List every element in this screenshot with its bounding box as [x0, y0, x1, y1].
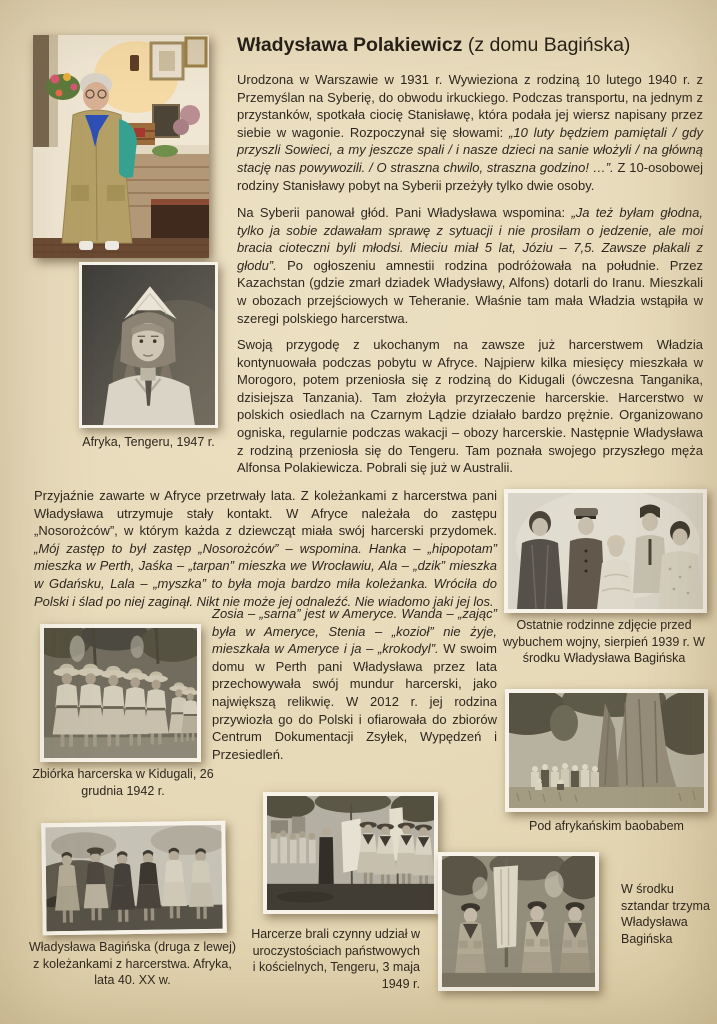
paragraph-friendships-continued [212, 605, 497, 763]
caption-kidugali-muster: Zbiórka harcerska w Kidugali, 26 grudnia 1942 r. [32, 767, 214, 798]
text-run: Swoją przygodę z ukochanym na zawsze już harcerstwem Władzia kontynuowała podczas pobytu w Afryce. Najpierw kilka miesięcy mieszkała w Morogoro, potem przeniosła się z rodziną do Kidugali (ówczesna Tanganika, dzisiejsza Tanzania). Tam złożyła przyrzeczenie harcerskie. Harcerstwo w polskich osiedlach na Czarnym Lądzie działało bardzo prężnie. Organizowano ogniska, regularnie podczas wakacji – obozy harcerskie. Następnie Władysława z rodziną przeniosła się do Tengeru. Tam poznała swojego przyszłego męża Alfonsa Polakiewicza. Pobrali się już w Australii. [237, 337, 703, 476]
caption-baobab: Pod afrykańskim baobabem [529, 819, 684, 833]
text-run: Przyjaźnie zawarte w Afryce przetrwały lata. Z koleżankami z harcerstwa pani Władysława utrzymuje stały kontakt. W Afryce należała do zastępu „Nosorożców”, w którym każda z dziewcząt miała swój harcerski przydomek. [34, 488, 497, 539]
patrol-quote-continued: Zosia – „sarna” jest w Ameryce. Wanda – „zając” była w Ameryce, Stenia – „kozioł” nie żyje, mieszkała w Ameryce i ja – „krokodyl”. [212, 606, 497, 657]
kidugali-muster-illustration [44, 628, 197, 758]
text-run: Po ogłoszeniu amnestii rodzina podróżowała na południe. Przez Kazachstan (gdzie zmarł dziadek Władysławy, Alfons) dotarli do Iranu. Mieszkali w obozach przejściowych w Teheranie. Właśnie tam mała Władzia wstąpiła w szeregi polskiego harcerstwa. [237, 257, 703, 326]
page-title [237, 33, 707, 57]
caption-family-1939: Ostatnie rodzinne zdjęcie przed wybuchem wojny, sierpień 1939 r. W środku Władysława Bagińska [503, 618, 705, 665]
maiden-name: (z domu Bagińska) [462, 34, 631, 56]
scout-uniform-photo-illustration [33, 35, 209, 258]
caption-ceremony: Harcerze brali czynny udział w uroczystościach państwowych i kościelnych, Tengeru, 3 maja 1949 r. [251, 927, 420, 991]
paragraph-africa-scouting [237, 336, 703, 477]
family-photo-illustration [508, 493, 703, 609]
photo-scouts-with-banner [438, 852, 599, 991]
photo-wladyslawa-in-scout-uniform [33, 35, 209, 258]
photo-girl-portrait-tengeru [79, 262, 218, 428]
person-name: Władysława Polakiewicz [237, 34, 463, 56]
text-run: W swoim domu w Perth pani Władysława przez lata przechowywała swój mundur harcerski, jako największą relikwię. W 2012 r. jej rodzina przywiozła go do Polski i ofiarowała do zbiorów Centrum Dokumentacji Zsyłek, Wypędzeń i Przesiedleń. [212, 641, 497, 762]
friends-group-illustration [45, 825, 222, 931]
text-run: Na Syberii panował głód. Pani Władysława wspomina: [237, 205, 572, 220]
girl-portrait-illustration [82, 265, 215, 425]
photo-ceremony-tengeru [263, 792, 438, 914]
caption-tengeru-portrait: Afryka, Tengeru, 1947 r. [82, 435, 215, 449]
paragraph-friendships [34, 487, 497, 610]
banner-scouts-illustration [442, 856, 595, 987]
paragraph-siberia-hunger [237, 204, 703, 327]
memoir-quote: „Ja też byłam głodna, tylko ja sobie zdawałam sprawę z sytuacji i nie prosiłam o jedzenie, ale moi bracia cioteczni byli młodsi. Mieciu miał 5 lat, Józiu – 7,5. Zawsze płakali z głodu”. [237, 205, 703, 273]
photo-family-1939 [504, 489, 707, 613]
text-run: Urodzona w Warszawie w 1931 r. Wywieziona z rodziną 10 lutego 1940 r. z Przemyślan na Syberię, do obwodu irkuckiego. Podczas transportu, na jednym z przystanków, spotkała ciocię Stanisławę, która podała jej wiersz napisany przez siebie w wagonie. Rozpoczynał się słowami: [237, 72, 703, 140]
poem-quote: „10 luty będziem pamiętali / gdy przyszli Sowieci, a my jeszcze spali / i nasze dzieci na sanie włożyli / na główną stację nas powywozili. / O straszna chwilo, straszna godzino! …”. [237, 124, 703, 175]
caption-banner-holder: W środku sztandar trzyma Władysława Bagińska [621, 882, 710, 946]
ceremony-illustration [267, 796, 434, 910]
caption-friends-africa: Władysława Bagińska (druga z lewej) z koleżankami z harcerstwa. Afryka, lata 40. XX w. [28, 940, 237, 987]
photo-group-under-baobab [505, 689, 708, 812]
patrol-quote: „Mój zastęp to był zastęp „Nosorożców” – wspomina. Hanka – „hipopotam” mieszka w Perth, Jaśka – „tarpan” mieszka we Wrocławiu, Ala – „dzik” mieszka w Gdańsku, Lala – „myszka” to była moja bardzo miła koleżanka. Wróciła do Polski i ślad po niej zaginął. Nikt nie może jej odnaleźć. Nie wiadomo jaki jej los. [34, 540, 497, 609]
baobab-illustration [509, 693, 704, 808]
paragraph-deportation [237, 71, 703, 194]
photo-wladyslawa-with-friends [41, 821, 227, 936]
text-run: Z 10-osobowej rodziny Stanisławy pobyt na Syberii przeżyły tylko dwie osoby. [237, 159, 704, 193]
photo-scout-muster-kidugali [40, 624, 201, 762]
